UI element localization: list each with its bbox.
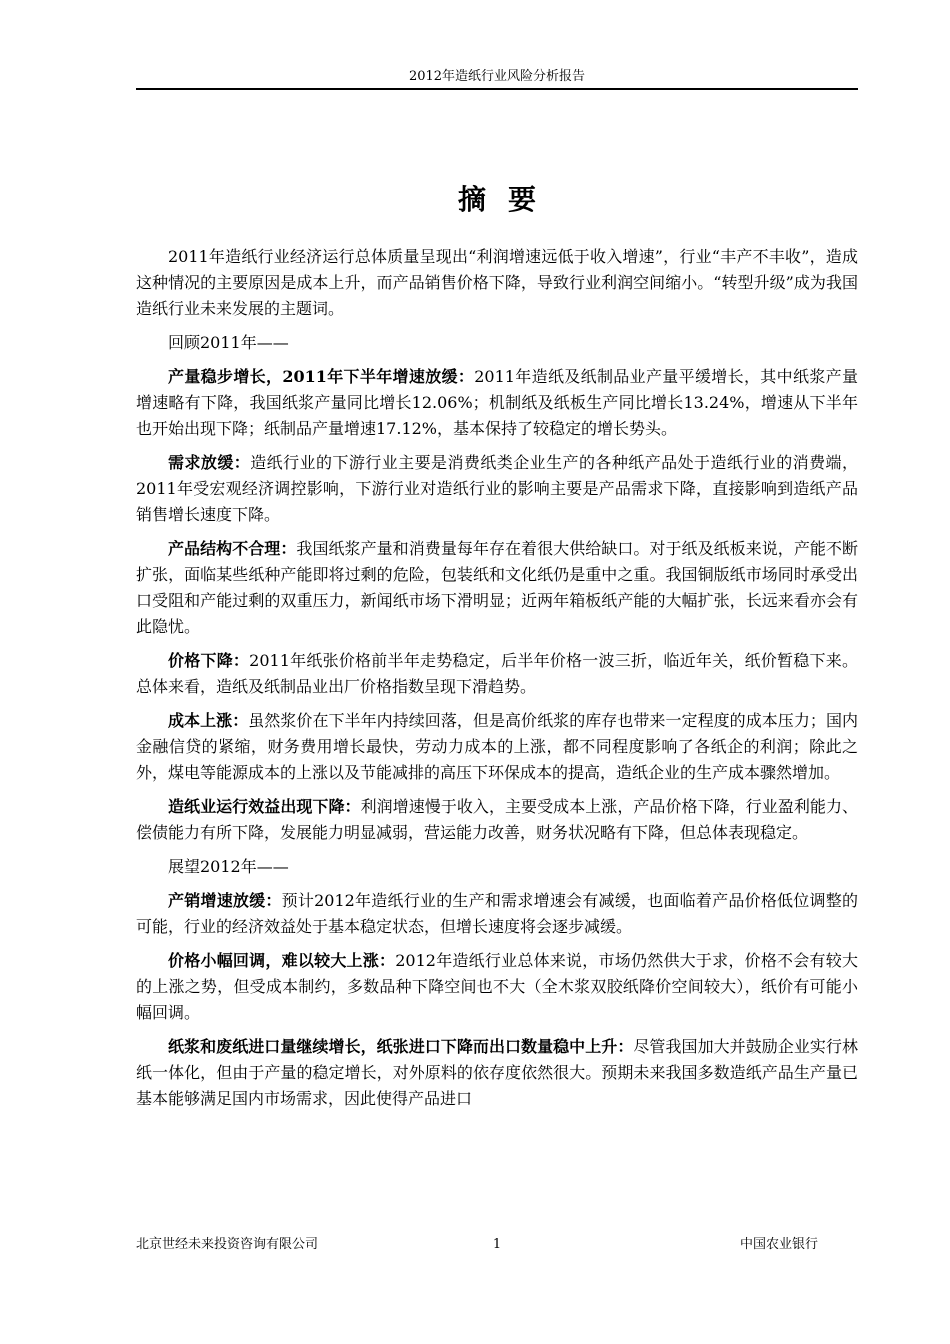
paragraph xyxy=(136,948,858,1026)
paragraph xyxy=(136,794,858,846)
paragraph-text: 预计2012年造纸行业的生产和需求增速会有减缓，也面临着产品价格低位调整的可能，行业的经济效益处于基本稳定状态，但增长速度将会逐步减缓。 xyxy=(136,891,858,936)
paragraph xyxy=(136,244,858,322)
footer-company: 北京世经未来投资咨询有限公司 xyxy=(136,1237,319,1252)
paragraph-lead: 价格下降： xyxy=(168,651,250,670)
paragraph-text: 2011年纸张价格前半年走势稳定，后半年价格一波三折，临近年关，纸价暂稳下来。总体来看，造纸及纸制品业出厂价格指数呈现下滑趋势。 xyxy=(136,651,858,696)
paragraph xyxy=(136,888,858,940)
paragraph-text: 回顾2011年—— xyxy=(168,333,289,352)
paragraph-lead: 纸浆和废纸进口量继续增长，纸张进口下降而出口数量稳中上升： xyxy=(168,1037,634,1056)
paragraph-text: 尽管我国加大并鼓励企业实行林纸一体化，但由于产量的稳定增长，对外原料的依存度依然很大。预期未来我国多数造纸产品生产量已基本能够满足国内市场需求，因此使得产品进口 xyxy=(136,1037,858,1108)
paragraph xyxy=(136,536,858,640)
running-header: 2012年造纸行业风险分析报告 xyxy=(408,69,586,84)
paragraph-text: 展望2012年—— xyxy=(168,857,289,876)
paragraph-text: 2012年造纸行业总体来说，市场仍然供大于求，价格不会有较大的上涨之势，但受成本制约，多数品种下降空间也不大（全木浆双胶纸降价空间较大），纸价有可能小幅回调。 xyxy=(136,951,858,1022)
paragraph xyxy=(136,330,858,356)
paragraph-text: 利润增速慢于收入，主要受成本上涨，产品价格下降，行业盈利能力、偿债能力有所下降，发展能力明显减弱，营运能力改善，财务状况略有下降，但总体表现稳定。 xyxy=(136,797,858,842)
footer-bank: 中国农业银行 xyxy=(739,1237,818,1252)
paragraph-lead: 价格小幅回调，难以较大上涨： xyxy=(168,951,396,970)
paragraph-lead: 成本上涨： xyxy=(168,711,249,730)
page-number: 1 xyxy=(492,1237,502,1252)
paragraph xyxy=(136,648,858,700)
paragraph xyxy=(136,1034,858,1112)
paragraph xyxy=(136,708,858,786)
paragraph-text: 2011年造纸及纸制品业产量平缓增长，其中纸浆产量增速略有下降，我国纸浆产量同比增长12.06%；机制纸及纸板生产同比增长13.24%，增速从下半年也开始出现下降；纸制品产量增速17.12%，基本保持了较稳定的增长势头。 xyxy=(136,367,858,438)
page-title: 摘要 xyxy=(457,183,558,216)
paragraph xyxy=(136,450,858,528)
paragraph-lead: 产销增速放缓： xyxy=(168,891,282,910)
paragraph-text: 2011年造纸行业经济运行总体质量呈现出“利润增速远低于收入增速”，行业“丰产不丰收”，造成这种情况的主要原因是成本上升，而产品销售价格下降，导致行业利润空间缩小。“转型升级”成为我国造纸行业未来发展的主题词。 xyxy=(136,247,858,318)
paragraph-lead: 产量稳步增长，2011年下半年增速放缓： xyxy=(168,367,475,386)
paragraph-text: 我国纸浆产量和消费量每年存在着很大供给缺口。对于纸及纸板来说，产能不断扩张，面临某些纸种产能即将过剩的危险，包装纸和文化纸仍是重中之重。我国铜版纸市场同时承受出口受阻和产能过剩的双重压力，新闻纸市场下滑明显；近两年箱板纸产能的大幅扩张，长远来看亦会有此隐忧。 xyxy=(136,539,858,636)
page-footer xyxy=(136,1236,858,1254)
paragraph-lead: 需求放缓： xyxy=(168,453,251,472)
paragraph-text: 虽然浆价在下半年内持续回落，但是高价纸浆的库存也带来一定程度的成本压力；国内金融信贷的紧缩，财务费用增长最快，劳动力成本的上涨，都不同程度影响了各纸企的利润；除此之外，煤电等能源成本的上涨以及节能减排的高压下环保成本的提高，造纸企业的生产成本骤然增加。 xyxy=(136,711,858,782)
paragraph xyxy=(136,854,858,880)
document-body xyxy=(136,244,858,1120)
paragraph xyxy=(136,364,858,442)
paragraph-lead: 造纸业运行效益出现下降： xyxy=(168,797,361,816)
paragraph-lead: 产品结构不合理： xyxy=(168,539,297,558)
header-divider xyxy=(136,88,858,90)
paragraph-text: 造纸行业的下游行业主要是消费纸类企业生产的各种纸产品处于造纸行业的消费端，2011年受宏观经济调控影响，下游行业对造纸行业的影响主要是产品需求下降，直接影响到造纸产品销售增长速度下降。 xyxy=(136,453,858,524)
